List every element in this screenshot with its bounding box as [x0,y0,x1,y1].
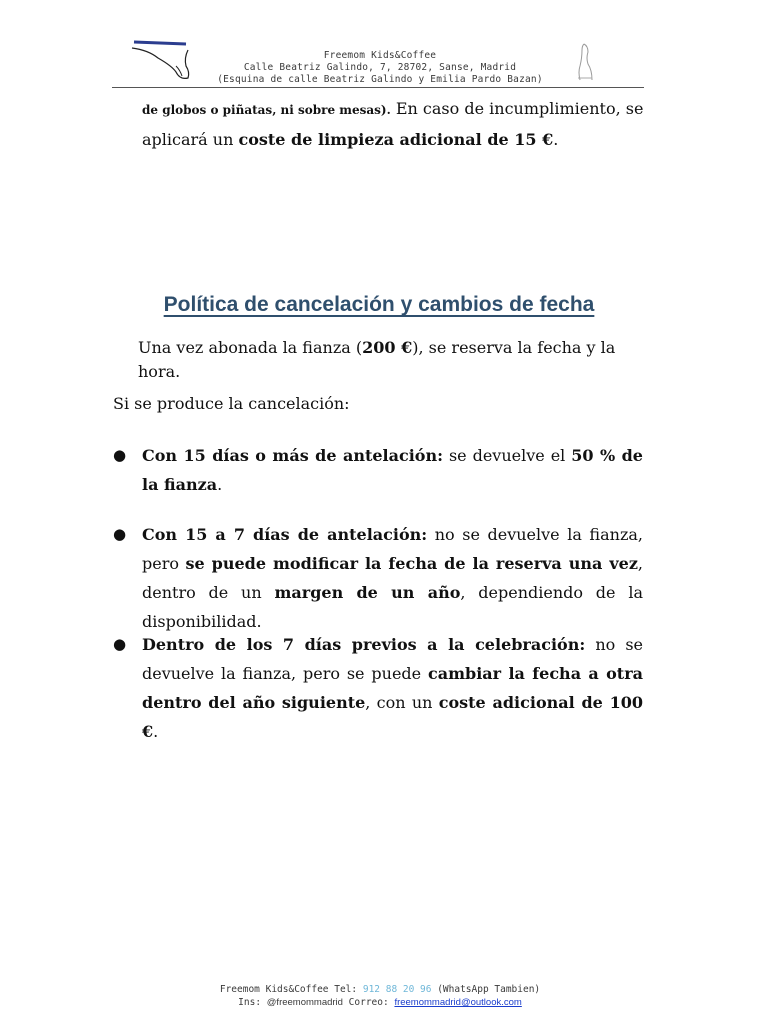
item-bold: margen de un año [274,583,461,602]
footer-brand-label: Freemom Kids&Coffee Tel: [219,984,363,995]
intro-amount: 200 € [362,338,413,357]
section-title: Política de cancelación y cambios de fecha [163,293,595,316]
continuation-paragraph [142,94,662,154]
bullet-icon: ● [113,635,127,653]
item-bold: cambiar la fecha a otra dentro del año siguiente [142,664,643,712]
bullet-icon: ● [113,525,127,543]
list-item [142,520,643,636]
header-street: Calle Beatriz Galindo, 7, 28702, Sanse, Madrid [243,62,517,73]
header-address [200,50,560,86]
bullet-icon: ● [113,446,127,464]
intro-paragraph [138,336,658,384]
item-text: se devuelve el [443,446,572,465]
continuation-text: En caso de incumplimiento, se aplicará un [142,99,644,149]
footer-phone[interactable]: 912 88 20 96 [362,984,432,995]
header-divider [112,87,644,88]
cancel-intro: Si se produce la cancelación: [113,394,350,413]
footer-ins-label: Ins: [238,997,267,1008]
giraffe-logo-icon [566,42,602,84]
item-bold: se puede modificar la fecha de la reserva una vez [185,554,638,573]
item-text: , dentro de un [142,554,644,602]
footer-instagram: @freemommadrid [266,997,343,1008]
item-bold-lead: Con 15 a 7 días de antelación: [142,525,428,544]
intro-post: ), se reserva la fecha y la hora. [138,338,616,381]
footer-email-link[interactable]: freemommadrid@outlook.com [394,997,522,1008]
header-corner: (Esquina de calle Beatriz Galindo y Emilia Pardo Bazan) [217,74,543,85]
item-text: , con un [365,693,439,712]
continuation-end: . [553,130,559,149]
item-text: no se devuelve la fianza, pero se puede [142,635,643,683]
item-text: . [217,475,223,494]
footer-line-1 [150,983,610,996]
item-bold: 50 % de la fianza [142,446,643,494]
list-item [142,630,643,746]
continuation-small: de globos o piñatas, ni sobre mesas). [142,103,391,117]
item-bold: coste adicional de 100 € [142,693,644,741]
header-brand: Freemom Kids&Coffee [323,50,437,61]
item-bold-lead: Con 15 días o más de antelación: [142,446,443,465]
footer-whatsapp: (WhatsApp Tambien) [431,984,541,995]
item-text: no se devuelve la fianza, pero [142,525,644,573]
freemom-logo-left [128,36,198,82]
list-item [142,441,643,499]
footer-mail-label: Correo: [342,997,395,1008]
footer-line-2 [150,996,610,1009]
item-text: , dependiendo de la disponibilidad. [142,583,643,631]
continuation-bold: coste de limpieza adicional de 15 € [238,130,554,149]
footer [150,983,610,1009]
intro-pre: Una vez abonada la fianza ( [138,338,363,357]
item-bold-lead: Dentro de los 7 días previos a la celebración: [142,635,586,654]
item-text: . [153,722,159,741]
